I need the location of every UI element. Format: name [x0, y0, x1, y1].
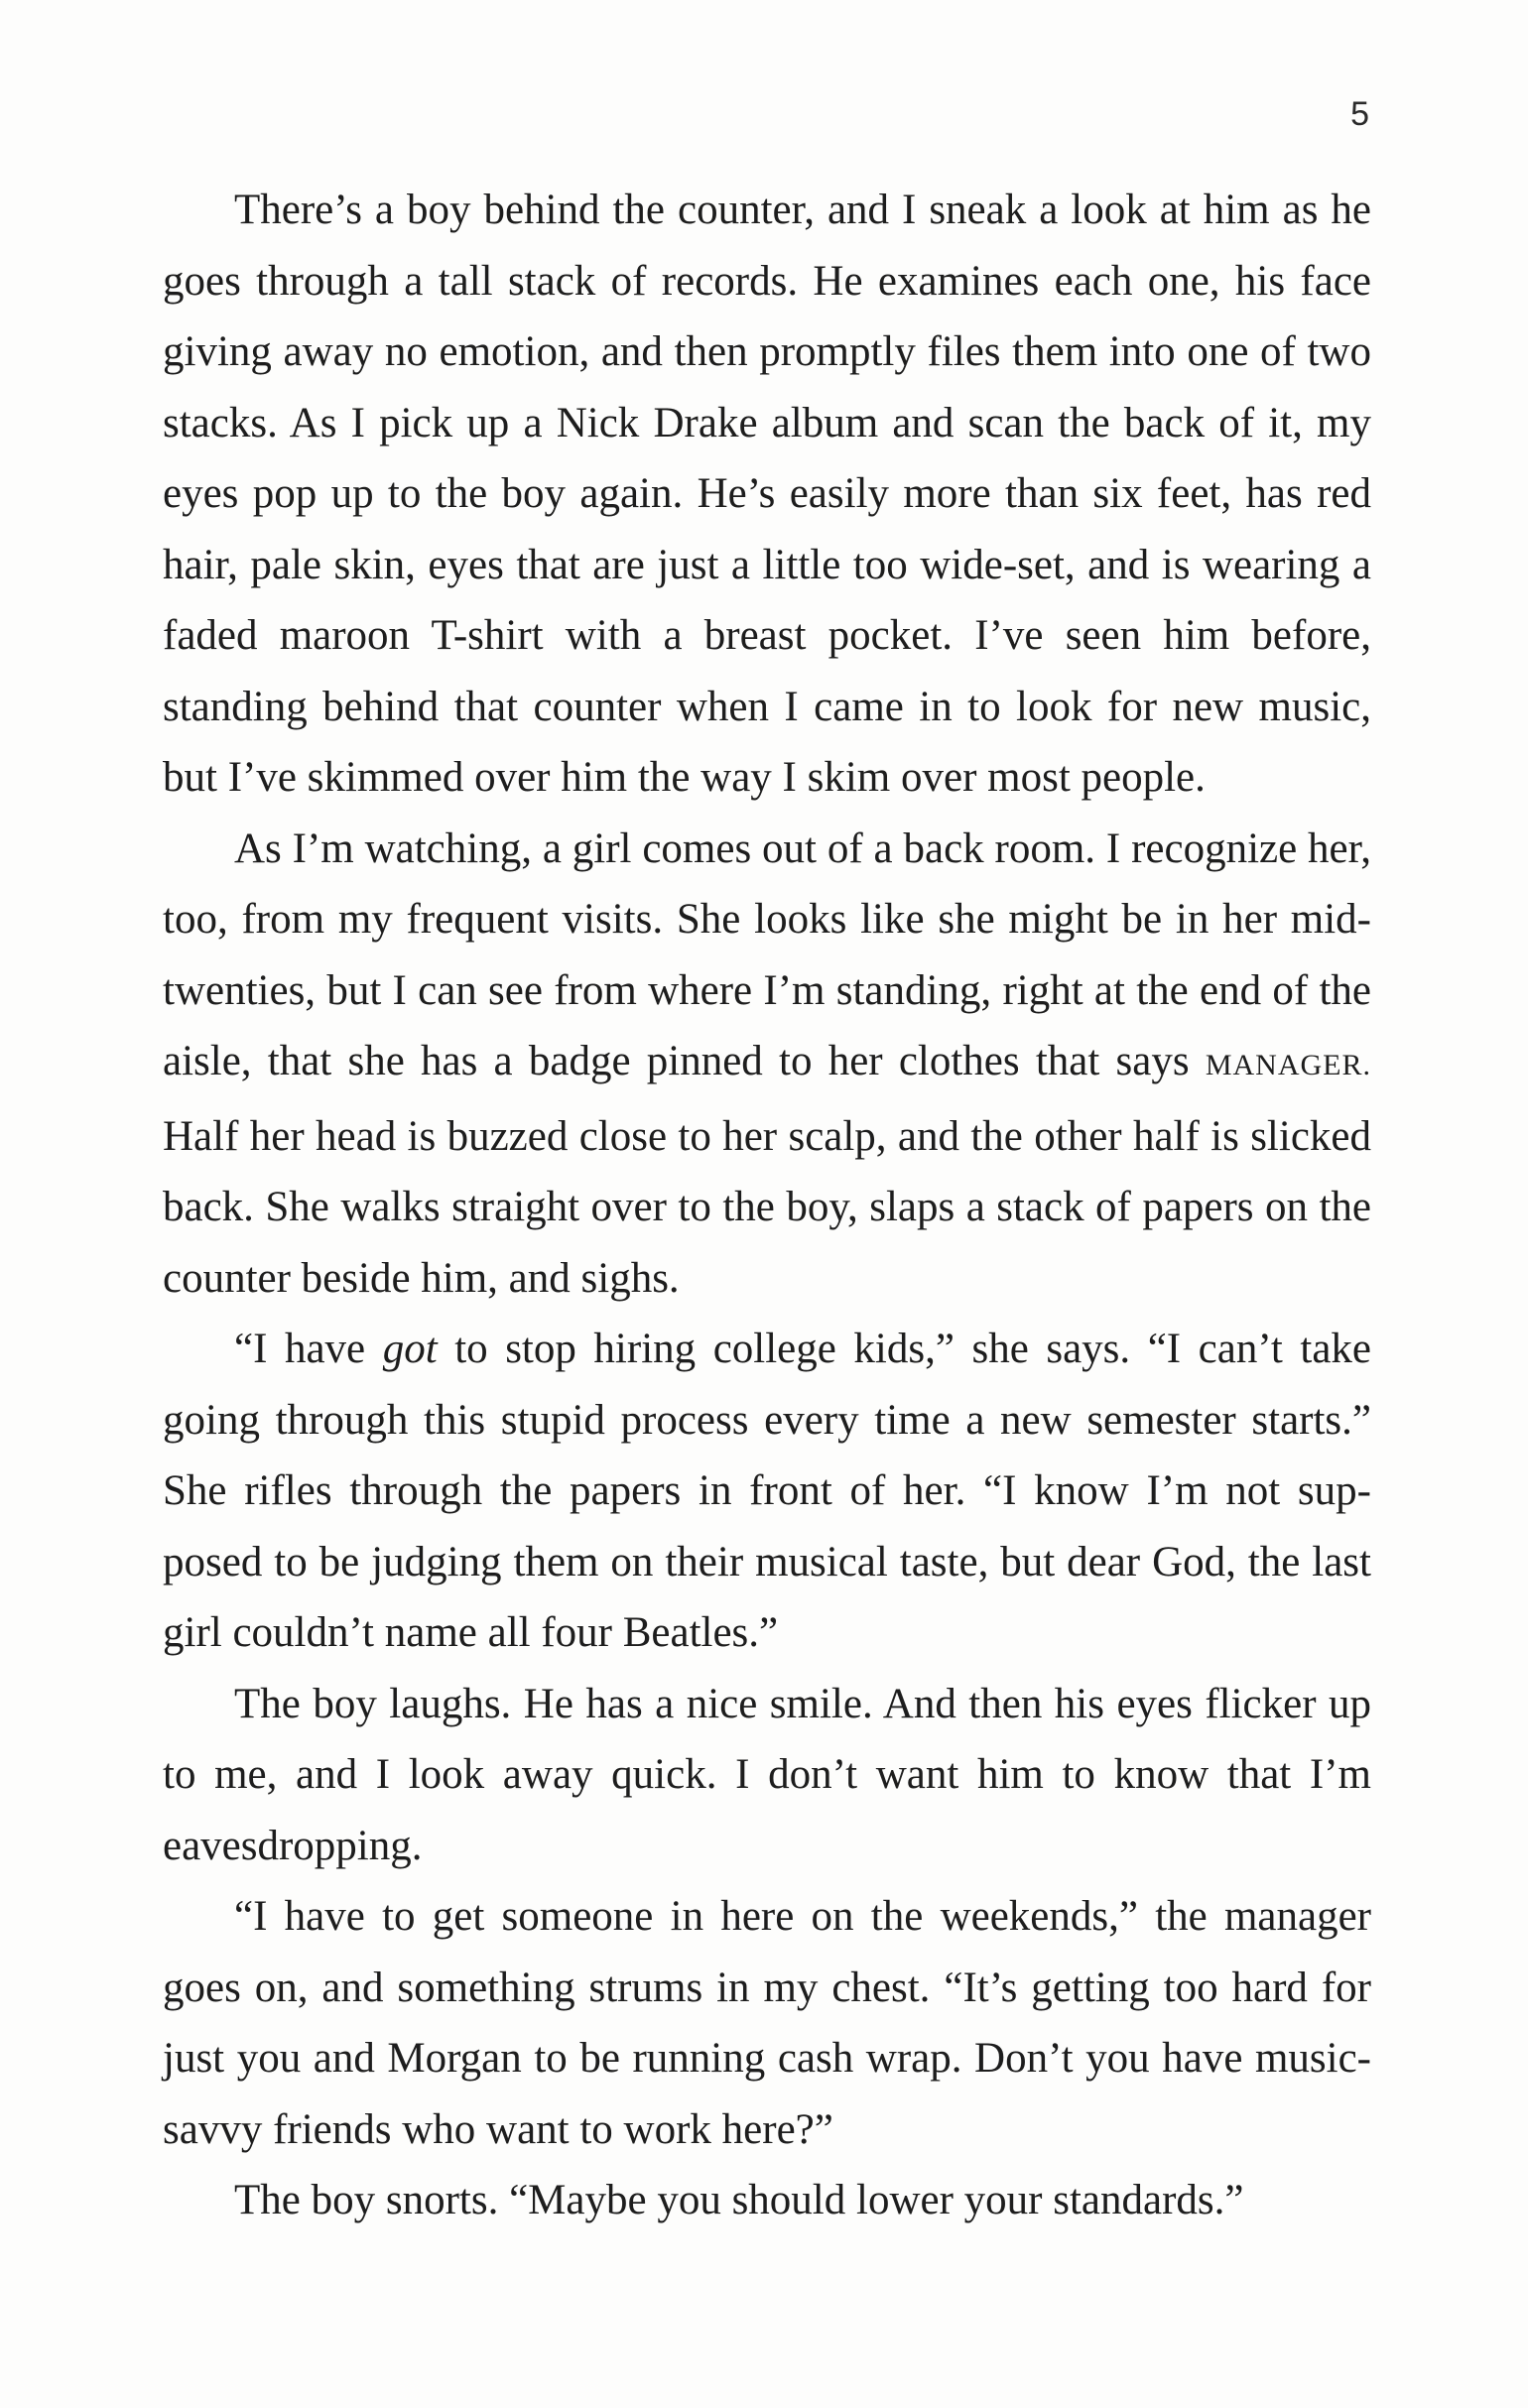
paragraph-1-text: There’s a boy behind the counter, and I sneak a look at him as he goes through a tall stack of records. He examines each one, his face giving away no emotion, and then promptly files them into one of two stacks. As I pick up a Nick Drake album and scan the back of it, my eyes pop up to the boy again. He’s easily more than six feet, has red hair, pale skin, eyes that are just a little too wide-set, and is wearing a faded maroon T-shirt with a breast pocket. I’ve seen him before, standing behind that counter when I came in to look for new music, but I’ve skimmed over him the way I skim over most people.	[163, 187, 1371, 801]
paragraph-6	[163, 2165, 1371, 2236]
paragraph-1	[163, 175, 1371, 814]
paragraph-3-text-after: to stop hiring college kids,” she says. “I can’t take going through this stupid process every time a new semester starts.” She rifles through the papers in front of her. “I know I’m not sup-posed to be judging them on their musical taste, but dear God, the last girl couldn’t name all four Beatles.”	[163, 1326, 1371, 1656]
page-number: 5	[1350, 95, 1369, 133]
paragraph-2	[163, 814, 1371, 1315]
emphasis-word: got	[382, 1326, 438, 1372]
paragraph-5	[163, 1881, 1371, 2165]
paragraph-4	[163, 1669, 1371, 1882]
manager-badge-text: MANAGER.	[1205, 1049, 1371, 1081]
paragraph-3-text-before: “I have	[234, 1326, 383, 1372]
paragraph-2-text-before: As I’m watching, a girl comes out of a back room. I recognize her, too, from my frequent visits. She looks like she might be in her mid-twenties, but I can see from where I’m standing, right at the end of the aisle, that she has a badge pinned to her clothes that says	[163, 824, 1371, 1084]
body-text	[163, 175, 1371, 2236]
paragraph-4-text: The boy laughs. He has a nice smile. And then his eyes flicker up to me, and I look away quick. I don’t want him to know that I’m eavesdropping.	[163, 1680, 1371, 1869]
paragraph-6-text: The boy snorts. “Maybe you should lower your standards.”	[234, 2177, 1244, 2223]
paragraph-3	[163, 1314, 1371, 1669]
paragraph-5-text: “I have to get someone in here on the weekends,” the manager goes on, and something strums in my chest. “It’s getting too hard for just you and Morgan to be running cash wrap. Don’t you have music-savvy friends who want to work here?”	[163, 1893, 1371, 2153]
paragraph-2-text-after: Half her head is buzzed close to her scalp, and the other half is slicked back. She walks straight over to the boy, slaps a stack of papers on the counter beside him, and sighs.	[163, 1112, 1371, 1302]
